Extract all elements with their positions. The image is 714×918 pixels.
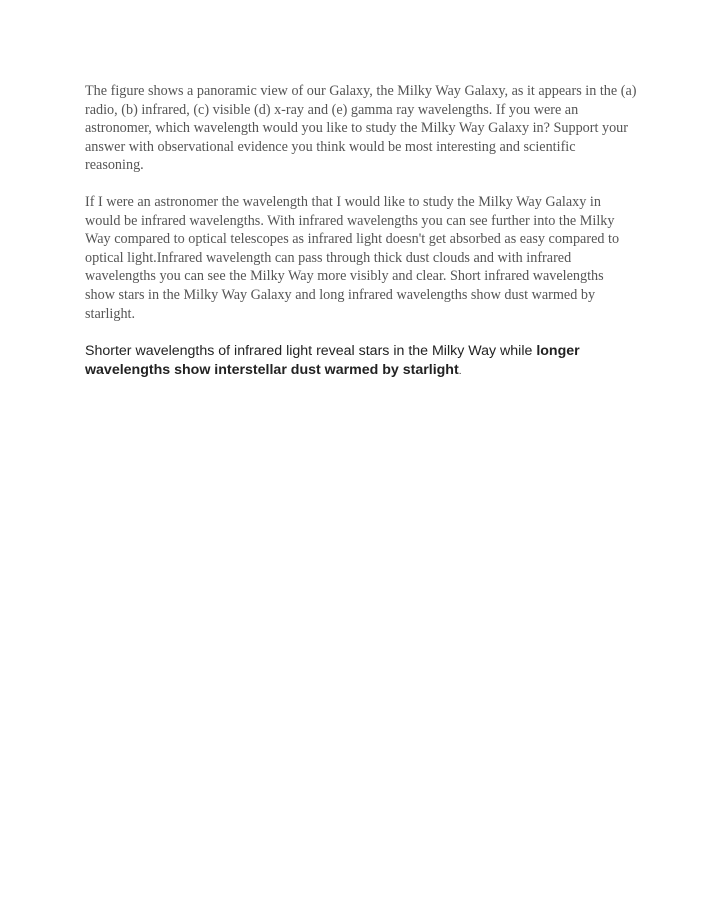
quote-regular-text: Shorter wavelengths of infrared light reveal stars in the Milky Way while (85, 343, 533, 360)
quote-bold-text: longer wavelengths show interstellar dust warmed by starlight (85, 343, 580, 379)
answer-paragraph: If I were an astronomer the wavelength that I would like to study the Milky Way Galaxy in would be infrared wavelengths. With infrared wavelengths you can see further into the Milky Way compared to optical telescopes as infrared light doesn't get absorbed as easy compared to optical light.Infrared wavelength can pass through thick dust clouds and with infrared wavelengths you can see the Milky Way more visibly and clear. Short infrared wavelengths show stars in the Milky Way Galaxy and long infrared wavelengths show dust warmed by starlight. (85, 193, 620, 322)
quote-paragraph (85, 342, 585, 381)
question-paragraph: The figure shows a panoramic view of our Galaxy, the Milky Way Galaxy, as it appears in the (a) radio, (b) infrared, (c) visible (d) x-ray and (e) gamma ray wavelengths. If you were an astronomer, which wavelength would you like to study the Milky Way Galaxy in? Support your answer with observational evidence you think would be most interesting and scientific reasoning. (85, 83, 637, 174)
quote-end-text: . (458, 366, 462, 378)
document-page (85, 82, 637, 381)
